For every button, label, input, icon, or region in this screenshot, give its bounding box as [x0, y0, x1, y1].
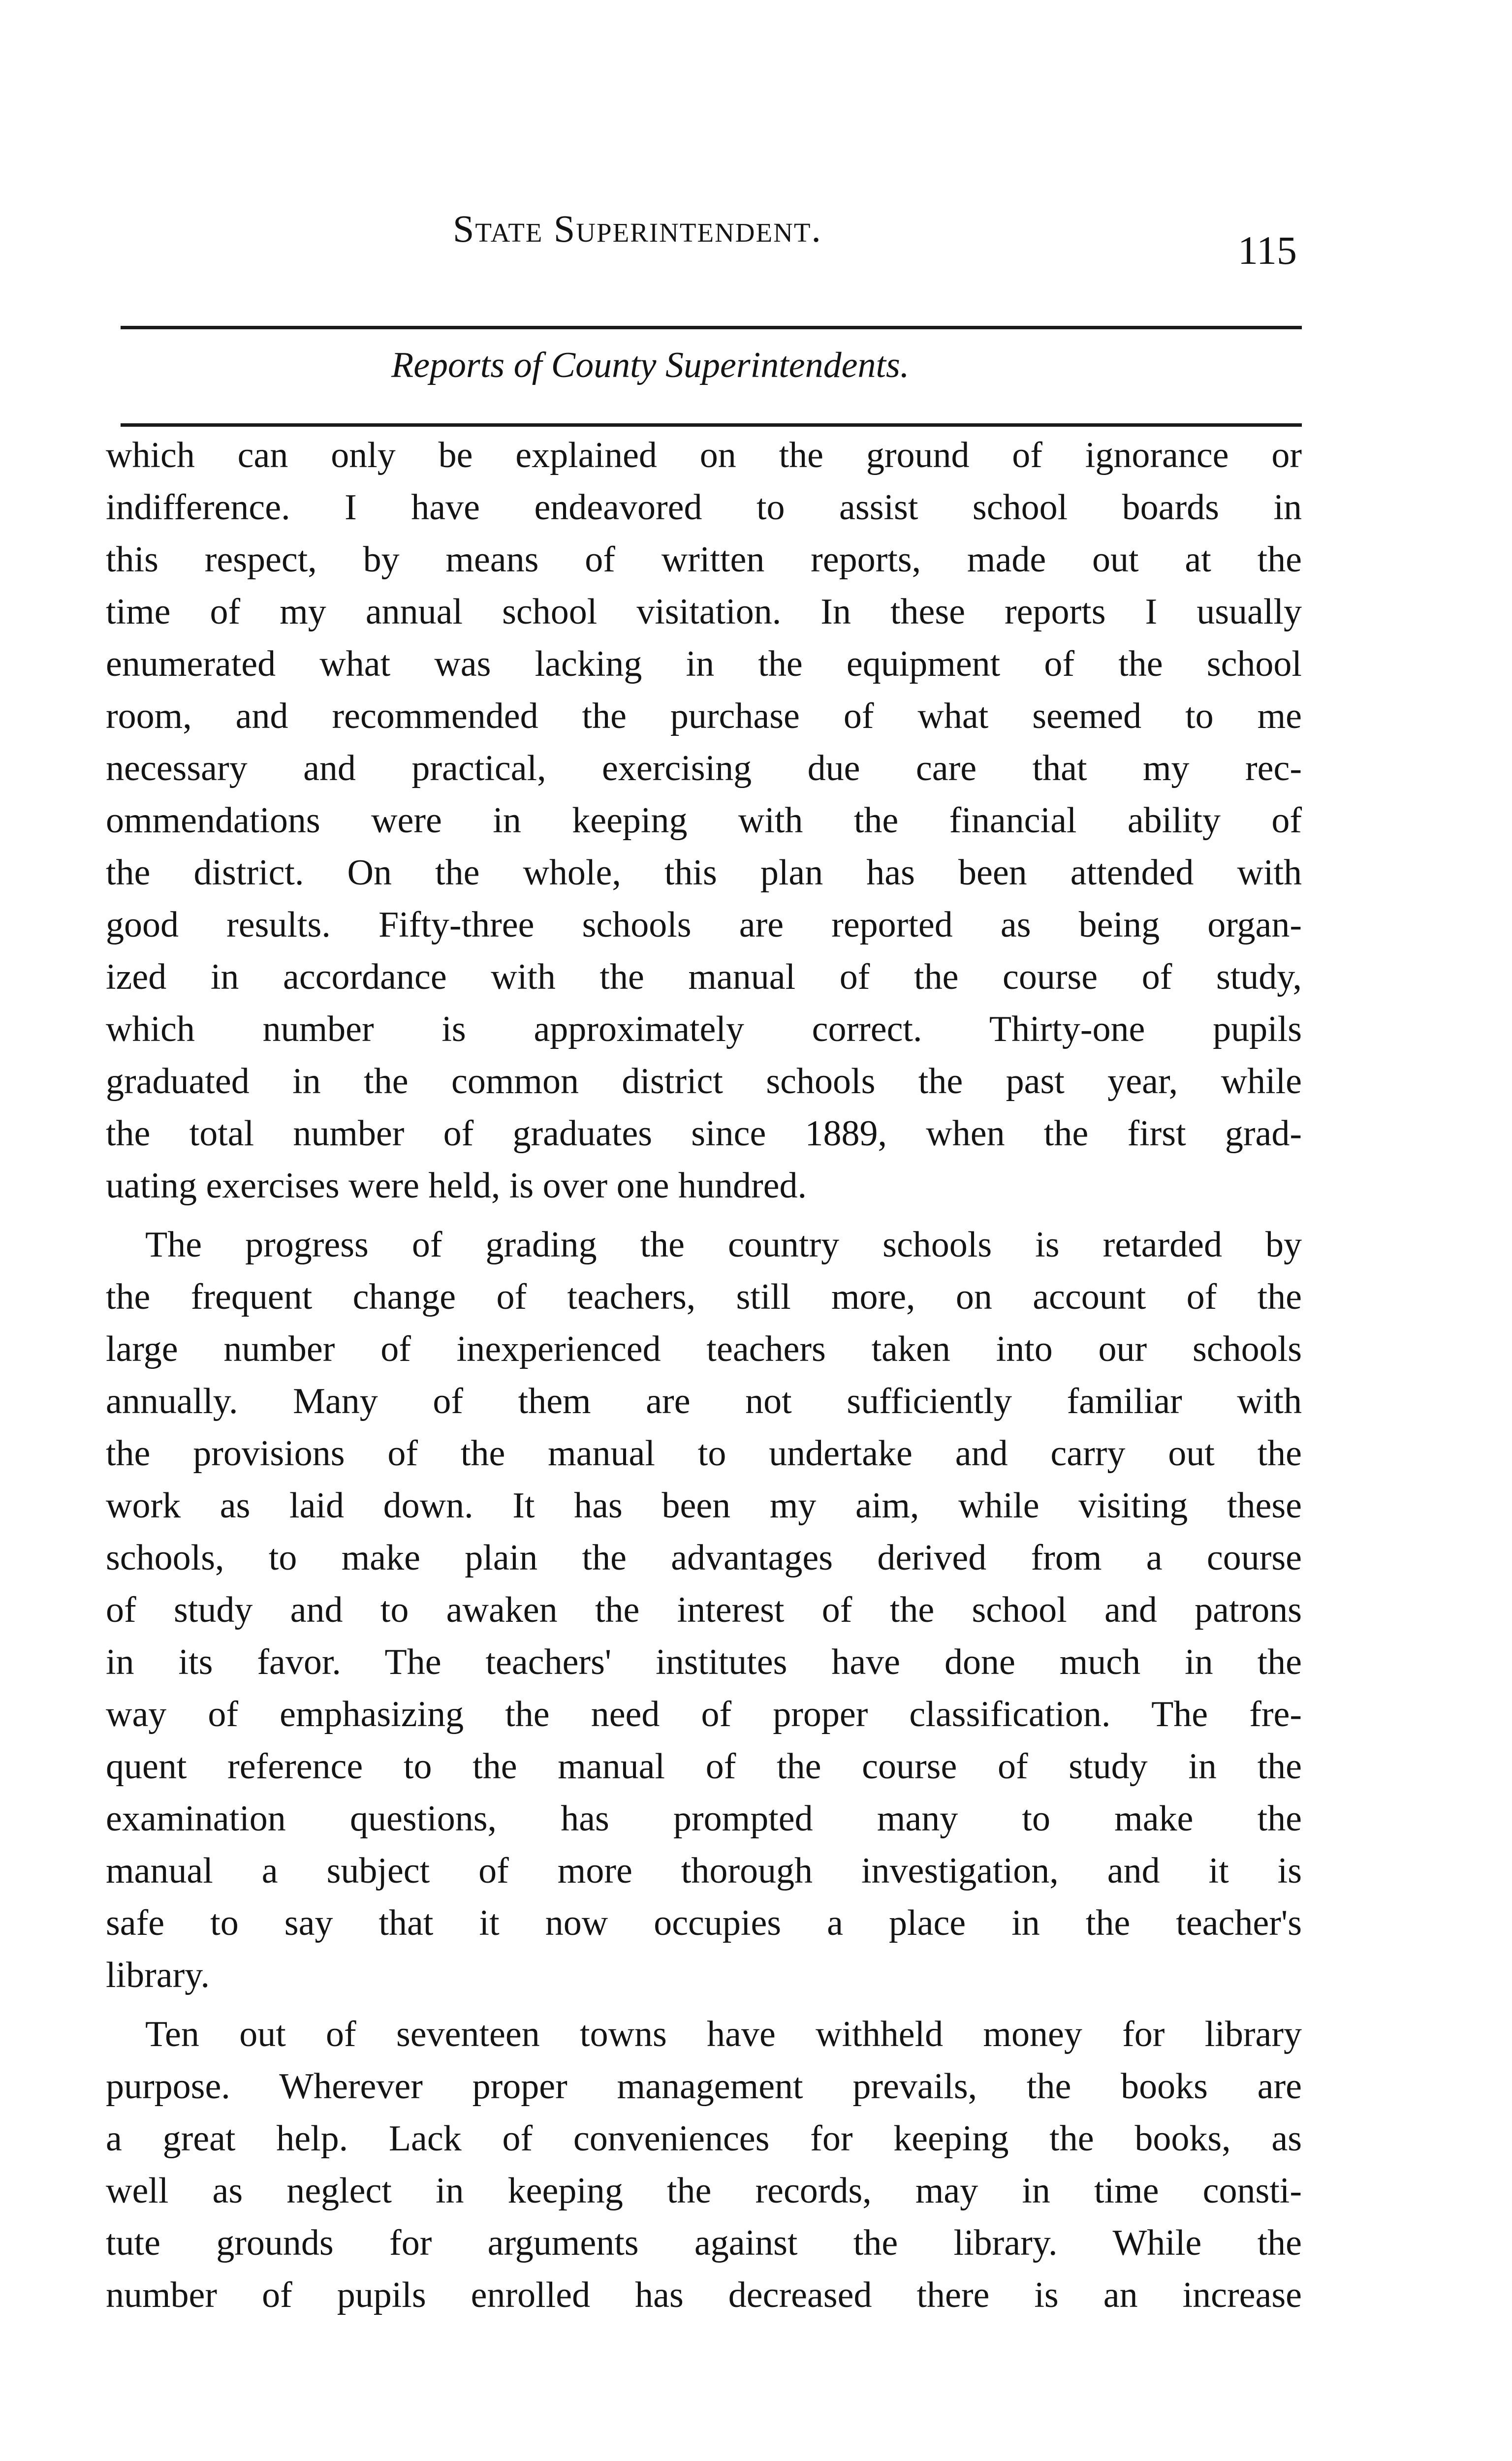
text-line: quent reference to the manual of the course of study in the	[106, 1746, 1302, 1787]
paragraph-2	[106, 1219, 1302, 2001]
text-line: ommendations were in keeping with the financial ability of	[106, 800, 1302, 841]
text-line: the district. On the whole, this plan has been attended with	[106, 852, 1302, 893]
text-line: the provisions of the manual to undertake and carry out the	[106, 1433, 1302, 1474]
running-header-title: State Superintendent.	[453, 207, 822, 250]
text-line: examination questions, has prompted many to make the	[106, 1798, 1302, 1839]
text-line: which number is approximately correct. Thirty-one pupils	[106, 1009, 1302, 1049]
text-line: room, and recommended the purchase of what seemed to me	[106, 696, 1302, 736]
text-line: large number of inexperienced teachers taken into our schools	[106, 1329, 1302, 1369]
paragraph-3	[106, 2008, 1302, 2321]
text-line: purpose. Wherever proper management prevails, the books are	[106, 2066, 1302, 2107]
text-line: well as neglect in keeping the records, may in time consti-	[106, 2171, 1302, 2211]
text-line: time of my annual school visitation. In these reports I usually	[106, 592, 1302, 632]
page-number: 115	[1238, 228, 1297, 273]
text-line: ized in accordance with the manual of the course of study,	[106, 957, 1302, 997]
text-line: work as laid down. It has been my aim, while visiting these	[106, 1485, 1302, 1526]
text-line: of study and to awaken the interest of the school and patrons	[106, 1590, 1302, 1630]
text-line: graduated in the common district schools the past year, while	[106, 1061, 1302, 1102]
text-line: way of emphasizing the need of proper classification. The fre-	[106, 1694, 1302, 1735]
text-line: indifference. I have endeavored to assist school boards in	[106, 487, 1302, 528]
text-line: a great help. Lack of conveniences for keeping the books, as	[106, 2118, 1302, 2159]
text-line: schools, to make plain the advantages derived from a course	[106, 1538, 1302, 1578]
text-line: which can only be explained on the ground of ignorance or	[106, 435, 1302, 475]
text-line: number of pupils enrolled has decreased there is an increase	[106, 2275, 1302, 2315]
body-text	[106, 429, 1302, 2321]
text-line: the total number of graduates since 1889, when the first grad-	[106, 1113, 1302, 1154]
text-line: this respect, by means of written reports, made out at the	[106, 539, 1302, 580]
text-line: the frequent change of teachers, still more, on account of the	[106, 1277, 1302, 1317]
header-rule-bottom	[121, 423, 1302, 427]
header-rule-top	[121, 326, 1302, 329]
text-line: good results. Fifty-three schools are reported as being organ-	[106, 905, 1302, 945]
text-line: Ten out of seventeen towns have withheld money for library	[145, 2014, 1302, 2054]
text-line: tute grounds for arguments against the library. While the	[106, 2223, 1302, 2263]
text-line: in its favor. The teachers' institutes have done much in the	[106, 1642, 1302, 1682]
text-line: The progress of grading the country schools is retarded by	[145, 1225, 1302, 1265]
text-line: uating exercises were held, is over one hundred.	[106, 1166, 807, 1206]
text-line: manual a subject of more thorough investigation, and it is	[106, 1851, 1302, 1891]
section-subheader: Reports of County Superintendents.	[391, 345, 910, 385]
text-line: enumerated what was lacking in the equipment of the school	[106, 644, 1302, 684]
text-line: library.	[106, 1955, 210, 1995]
text-line: safe to say that it now occupies a place in the teacher's	[106, 1903, 1302, 1943]
text-line: necessary and practical, exercising due care that my rec-	[106, 748, 1302, 789]
text-line: annually. Many of them are not sufficiently familiar with	[106, 1381, 1302, 1421]
paragraph-1	[106, 429, 1302, 1212]
